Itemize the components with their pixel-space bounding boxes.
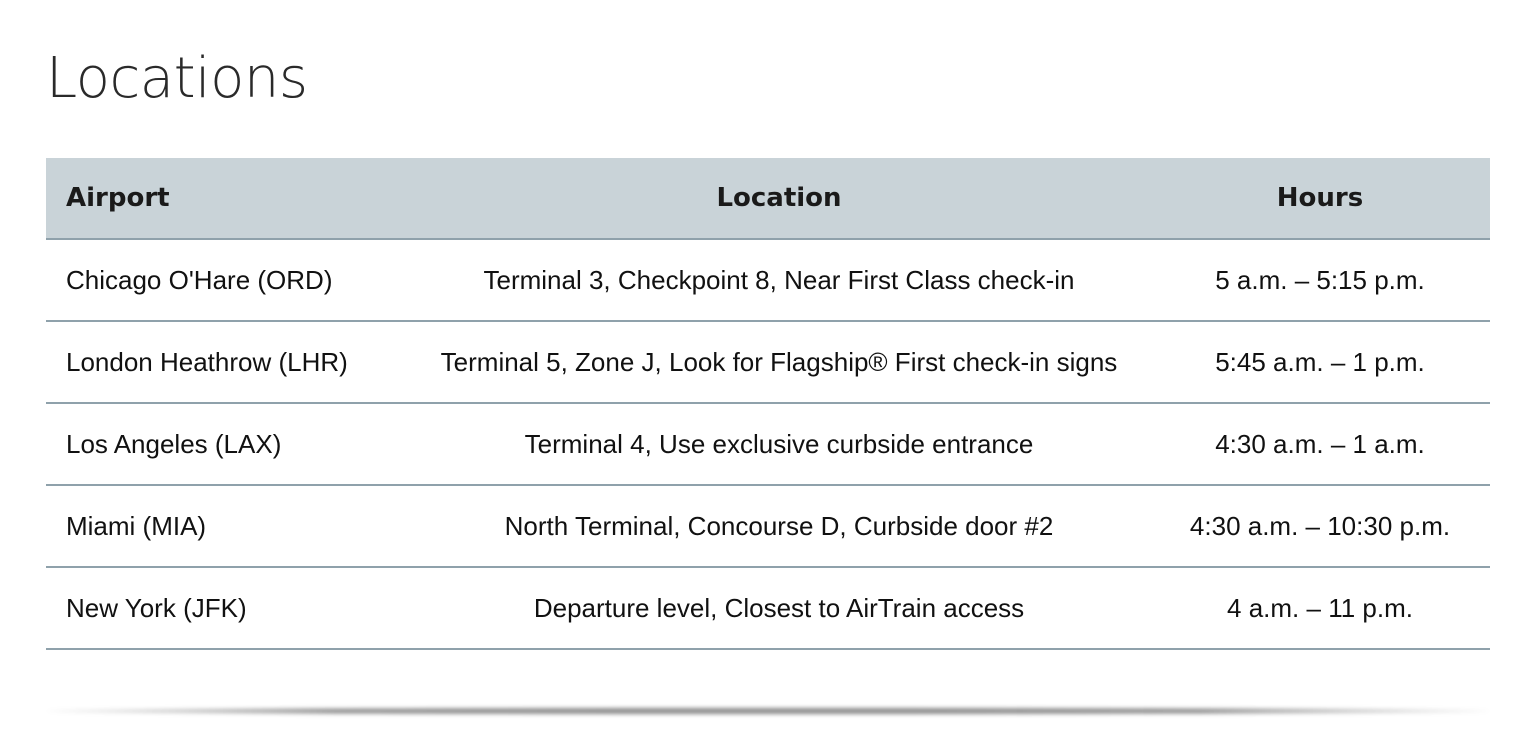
column-header-airport: Airport xyxy=(46,158,408,239)
location-cell: Terminal 4, Use exclusive curbside entrance xyxy=(408,403,1150,485)
page-title: Locations xyxy=(46,46,308,111)
location-cell: North Terminal, Concourse D, Curbside door #2 xyxy=(408,485,1150,567)
location-cell: Terminal 5, Zone J, Look for Flagship® First check-in signs xyxy=(408,321,1150,403)
airport-cell: Chicago O'Hare (ORD) xyxy=(46,239,408,321)
location-cell: Departure level, Closest to AirTrain access xyxy=(408,567,1150,649)
column-header-hours: Hours xyxy=(1150,158,1490,239)
locations-table xyxy=(46,158,1490,650)
table-row xyxy=(46,485,1490,567)
hours-cell: 5 a.m. – 5:15 p.m. xyxy=(1150,239,1490,321)
airport-cell: New York (JFK) xyxy=(46,567,408,649)
hours-cell: 4:30 a.m. – 1 a.m. xyxy=(1150,403,1490,485)
airport-cell: London Heathrow (LHR) xyxy=(46,321,408,403)
hours-cell: 4:30 a.m. – 10:30 p.m. xyxy=(1150,485,1490,567)
hours-cell: 4 a.m. – 11 p.m. xyxy=(1150,567,1490,649)
table-header xyxy=(46,158,1490,239)
airport-cell: Miami (MIA) xyxy=(46,485,408,567)
bottom-shadow-divider xyxy=(46,708,1490,714)
airport-cell: Los Angeles (LAX) xyxy=(46,403,408,485)
hours-cell: 5:45 a.m. – 1 p.m. xyxy=(1150,321,1490,403)
table-row xyxy=(46,567,1490,649)
table-body xyxy=(46,239,1490,649)
table-row xyxy=(46,239,1490,321)
table-row xyxy=(46,321,1490,403)
location-cell: Terminal 3, Checkpoint 8, Near First Class check-in xyxy=(408,239,1150,321)
table-row xyxy=(46,403,1490,485)
column-header-location: Location xyxy=(408,158,1150,239)
table-header-row xyxy=(46,158,1490,239)
